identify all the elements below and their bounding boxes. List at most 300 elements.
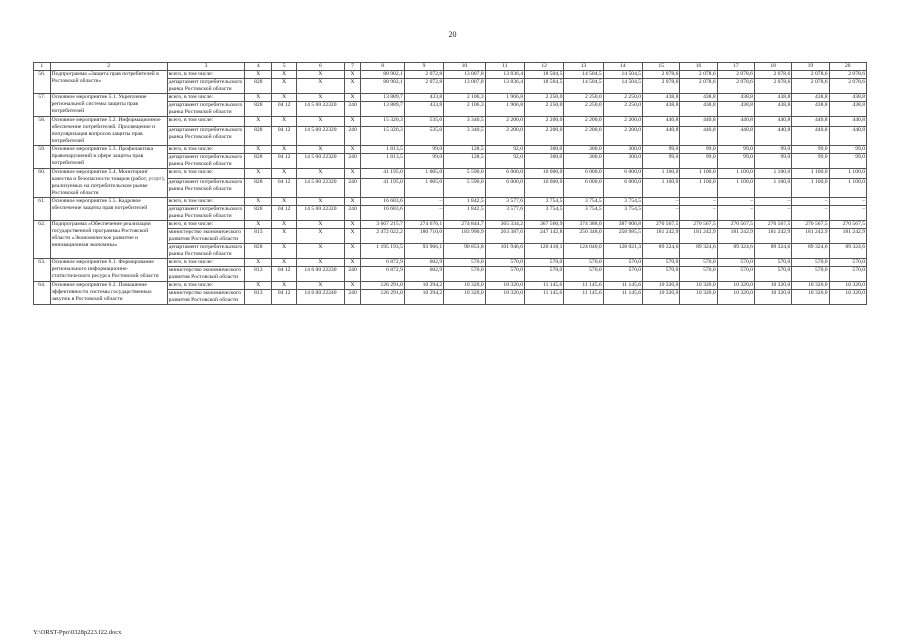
- grbs-code: 828: [245, 154, 272, 169]
- year-value: 14 504,5: [564, 71, 603, 79]
- year-value: 14 504,5: [603, 71, 642, 79]
- funding-source: департамент потребительского рынка Ростовской области: [167, 179, 245, 198]
- year-value: –: [829, 198, 866, 206]
- expense-type-code: X: [344, 146, 361, 154]
- year-value: 438,8: [680, 94, 717, 102]
- row-number: 62.: [34, 221, 51, 259]
- year-value: 99,0: [680, 154, 717, 169]
- year-value: 570,0: [754, 267, 791, 282]
- year-value: 11 145,6: [564, 282, 603, 290]
- funding-source: всего, в том числе:: [167, 71, 245, 79]
- year-value: 10 320,0: [717, 282, 754, 290]
- year-value: 274 844,7: [444, 221, 485, 229]
- year-value: 374 388,0: [564, 221, 603, 229]
- year-value: 10 320,0: [829, 290, 866, 305]
- year-value: 3 577,6: [485, 198, 524, 206]
- expense-type-code: X: [344, 221, 361, 229]
- year-value: 3 754,5: [525, 198, 564, 206]
- year-value: 2 078,6: [643, 79, 680, 94]
- year-value: 258 985,5: [603, 229, 642, 244]
- grbs-code: 813: [245, 290, 272, 305]
- total-value: 6 872,9: [361, 267, 405, 282]
- year-value: 247 142,8: [525, 229, 564, 244]
- grbs-code: X: [245, 169, 272, 179]
- year-value: –: [754, 206, 791, 221]
- section-code: 04 12: [272, 154, 297, 169]
- grbs-code: X: [245, 117, 272, 127]
- year-value: 92,0: [485, 146, 524, 154]
- total-value: 6 872,9: [361, 259, 405, 267]
- year-value: 387 006,8: [603, 221, 642, 229]
- year-value: 10 000,0: [525, 169, 564, 179]
- target-article-code: X: [297, 282, 345, 290]
- year-value: 183 990,9: [444, 229, 485, 244]
- funding-source: департамент потребительского рынка Ростовской области: [167, 79, 245, 94]
- year-value: 128,5: [444, 146, 485, 154]
- year-value: 11 145,6: [603, 282, 642, 290]
- funding-source: министерство экономического развития Ростовской области: [167, 229, 245, 244]
- year-value: 570,0: [444, 259, 485, 267]
- program-name: Основное мероприятие 5.1. Укрепление региональной системы защиты прав потребителей: [50, 94, 167, 117]
- year-value: 89 324,6: [792, 244, 829, 259]
- year-value: –: [680, 206, 717, 221]
- expense-type-code: 240: [344, 179, 361, 198]
- year-value: 92,0: [485, 154, 524, 169]
- target-article-code: X: [297, 117, 345, 127]
- col-header: 1: [34, 63, 51, 71]
- year-value: 1 842,5: [444, 206, 485, 221]
- table-row: [34, 282, 867, 290]
- column-number-row: [34, 63, 867, 71]
- year-value: 3 577,6: [485, 206, 524, 221]
- grbs-code: X: [245, 282, 272, 290]
- year-value: 570,0: [485, 267, 524, 282]
- year-value: 570,0: [603, 259, 642, 267]
- year-value: 2 078,6: [680, 71, 717, 79]
- year-value: 13 836,4: [485, 79, 524, 94]
- year-value: 3 754,5: [564, 198, 603, 206]
- year-value: 120 418,1: [525, 244, 564, 259]
- year-value: –: [792, 206, 829, 221]
- expense-type-code: 240: [344, 127, 361, 146]
- year-value: 181 242,9: [792, 229, 829, 244]
- year-value: –: [829, 206, 866, 221]
- year-value: 180 710,0: [404, 229, 443, 244]
- budget-table-wrapper: [33, 62, 867, 305]
- total-value: 126 291,0: [361, 282, 405, 290]
- year-value: 270 567,5: [680, 221, 717, 229]
- year-value: 438,8: [643, 94, 680, 102]
- col-header: 2: [50, 63, 167, 71]
- year-value: 99,0: [717, 146, 754, 154]
- section-code: X: [272, 244, 297, 259]
- year-value: 10 320,0: [485, 290, 524, 305]
- year-value: 6 000,0: [564, 179, 603, 198]
- year-value: 2 250,0: [525, 94, 564, 102]
- year-value: 101 946,6: [485, 244, 524, 259]
- target-article-code: 14 6 00 22230: [297, 267, 345, 282]
- grbs-code: 828: [245, 206, 272, 221]
- year-value: 6 000,0: [485, 179, 524, 198]
- year-value: 2 200,0: [485, 127, 524, 146]
- year-value: 440,8: [643, 127, 680, 146]
- year-value: 1 100,0: [717, 169, 754, 179]
- total-value: 88 902,1: [361, 71, 405, 79]
- year-value: 570,0: [525, 267, 564, 282]
- year-value: 10 320,0: [485, 282, 524, 290]
- year-value: 270 567,5: [792, 221, 829, 229]
- section-code: 04 12: [272, 102, 297, 117]
- year-value: 263 387,6: [485, 229, 524, 244]
- year-value: 270 567,5: [717, 221, 754, 229]
- year-value: 13 007,8: [444, 71, 485, 79]
- table-row: [34, 71, 867, 79]
- row-number: 64.: [34, 282, 51, 305]
- program-name: Основное мероприятие 6.1. Формирование регионального информационно-статистического ресурса Ростовской области: [50, 259, 167, 282]
- expense-type-code: 240: [344, 154, 361, 169]
- year-value: 440,8: [792, 117, 829, 127]
- year-value: 1 100,0: [643, 179, 680, 198]
- year-value: –: [717, 198, 754, 206]
- year-value: 1 100,0: [792, 169, 829, 179]
- year-value: 99,0: [717, 154, 754, 169]
- file-path-footer: Y:\ORST-Ppo\0328p223.f22.docx: [33, 629, 122, 636]
- year-value: 570,0: [717, 267, 754, 282]
- year-value: 2 200,0: [564, 117, 603, 127]
- year-value: 99,0: [404, 154, 443, 169]
- table-body: [34, 71, 867, 305]
- year-value: 300,0: [603, 146, 642, 154]
- grbs-code: X: [245, 259, 272, 267]
- total-value: 16 683,6: [361, 206, 405, 221]
- target-article-code: X: [297, 244, 345, 259]
- row-number: 63.: [34, 259, 51, 282]
- year-value: 99,0: [754, 146, 791, 154]
- col-header: 12: [525, 63, 564, 71]
- grbs-code: 813: [245, 229, 272, 244]
- grbs-code: 828: [245, 179, 272, 198]
- year-value: 440,8: [680, 127, 717, 146]
- year-value: 1 100,0: [792, 179, 829, 198]
- year-value: 93 966,1: [404, 244, 443, 259]
- year-value: 440,8: [717, 117, 754, 127]
- total-value: 16 683,6: [361, 198, 405, 206]
- year-value: 1 100,0: [717, 179, 754, 198]
- year-value: 99,0: [792, 146, 829, 154]
- year-value: 13 836,4: [485, 71, 524, 79]
- year-value: 10 320,0: [680, 282, 717, 290]
- year-value: 438,8: [717, 102, 754, 117]
- year-value: 2 078,6: [717, 79, 754, 94]
- table-row: [34, 221, 867, 229]
- year-value: 89 324,6: [717, 244, 754, 259]
- year-value: 602,9: [404, 267, 443, 282]
- grbs-code: X: [245, 71, 272, 79]
- row-number: 58.: [34, 117, 51, 146]
- year-value: 535,0: [404, 127, 443, 146]
- total-value: 1 195 193,5: [361, 244, 405, 259]
- expense-type-code: X: [344, 244, 361, 259]
- year-value: 440,8: [792, 127, 829, 146]
- year-value: 1 100,0: [680, 179, 717, 198]
- section-code: X: [272, 117, 297, 127]
- funding-source: департамент потребительского рынка Ростовской области: [167, 127, 245, 146]
- year-value: 570,0: [485, 259, 524, 267]
- col-header: 18: [754, 63, 791, 71]
- expense-type-code: X: [344, 94, 361, 102]
- col-header: 10: [444, 63, 485, 71]
- section-code: X: [272, 79, 297, 94]
- target-article-code: X: [297, 198, 345, 206]
- year-value: 2 106,3: [444, 102, 485, 117]
- funding-source: департамент потребительского рынка Ростовской области: [167, 154, 245, 169]
- section-code: 04 12: [272, 127, 297, 146]
- funding-source: всего, в том числе:: [167, 198, 245, 206]
- year-value: 438,8: [754, 94, 791, 102]
- year-value: 440,8: [754, 127, 791, 146]
- year-value: 2 200,0: [603, 117, 642, 127]
- col-header: 4: [245, 63, 272, 71]
- year-value: 570,0: [564, 259, 603, 267]
- year-value: 367 560,9: [525, 221, 564, 229]
- year-value: 1 100,0: [680, 169, 717, 179]
- year-value: 433,8: [404, 102, 443, 117]
- year-value: 570,0: [829, 259, 866, 267]
- year-value: 570,0: [792, 267, 829, 282]
- year-value: 2 250,0: [603, 94, 642, 102]
- target-article-code: X: [297, 169, 345, 179]
- year-value: 2 078,6: [680, 79, 717, 94]
- total-value: 13 889,7: [361, 102, 405, 117]
- year-value: 14 504,5: [603, 79, 642, 94]
- col-header: 15: [643, 63, 680, 71]
- expense-type-code: X: [344, 79, 361, 94]
- total-value: 41 195,0: [361, 169, 405, 179]
- target-article-code: X: [297, 259, 345, 267]
- funding-source: всего, в том числе:: [167, 94, 245, 102]
- year-value: 1 100,0: [643, 169, 680, 179]
- year-value: –: [643, 198, 680, 206]
- year-value: 2 078,6: [792, 71, 829, 79]
- section-code: 04 12: [272, 179, 297, 198]
- year-value: 1 005,0: [404, 169, 443, 179]
- table-row: [34, 94, 867, 102]
- col-header: 8: [361, 63, 405, 71]
- total-value: 15 320,3: [361, 127, 405, 146]
- year-value: 570,0: [680, 267, 717, 282]
- year-value: 300,0: [564, 154, 603, 169]
- year-value: 18 504,5: [525, 79, 564, 94]
- funding-source: департамент потребительского рынка Ростовской области: [167, 206, 245, 221]
- funding-source: всего, в том числе:: [167, 259, 245, 267]
- total-value: 2 472 022,2: [361, 229, 405, 244]
- grbs-code: 828: [245, 102, 272, 117]
- year-value: 181 242,9: [643, 229, 680, 244]
- target-article-code: 14 5 00 22320: [297, 154, 345, 169]
- section-code: X: [272, 259, 297, 267]
- year-value: 10 320,0: [792, 282, 829, 290]
- year-value: 440,8: [829, 117, 866, 127]
- year-value: 570,0: [525, 259, 564, 267]
- year-value: 2 078,6: [717, 71, 754, 79]
- year-value: 99,0: [643, 146, 680, 154]
- year-value: 3 340,5: [444, 127, 485, 146]
- year-value: 270 567,5: [643, 221, 680, 229]
- year-value: 438,8: [792, 102, 829, 117]
- year-value: 89 324,6: [754, 244, 791, 259]
- section-code: X: [272, 282, 297, 290]
- year-value: 3 754,5: [603, 198, 642, 206]
- year-value: 1 100,0: [754, 169, 791, 179]
- funding-source: министерство экономического развития Ростовской области: [167, 290, 245, 305]
- year-value: 11 145,6: [525, 282, 564, 290]
- year-value: 570,0: [603, 267, 642, 282]
- year-value: 11 145,6: [603, 290, 642, 305]
- year-value: 99,0: [404, 146, 443, 154]
- year-value: 5 590,0: [444, 179, 485, 198]
- year-value: 2 078,6: [792, 79, 829, 94]
- year-value: 2 250,0: [564, 94, 603, 102]
- year-value: 10 320,0: [444, 282, 485, 290]
- year-value: 2 106,3: [444, 94, 485, 102]
- total-value: 126 291,0: [361, 290, 405, 305]
- year-value: 10 320,0: [754, 290, 791, 305]
- year-value: 10 320,0: [717, 290, 754, 305]
- section-code: 04 12: [272, 290, 297, 305]
- year-value: 300,0: [564, 146, 603, 154]
- section-code: X: [272, 198, 297, 206]
- year-value: 365 334,2: [485, 221, 524, 229]
- year-value: 14 504,5: [564, 79, 603, 94]
- grbs-code: X: [245, 198, 272, 206]
- year-value: 250 348,0: [564, 229, 603, 244]
- year-value: 570,0: [680, 259, 717, 267]
- year-value: 181 242,9: [754, 229, 791, 244]
- section-code: X: [272, 146, 297, 154]
- year-value: 10 320,0: [792, 290, 829, 305]
- funding-source: департамент потребительского рынка Ростовской области: [167, 102, 245, 117]
- year-value: –: [754, 198, 791, 206]
- col-header: 11: [485, 63, 524, 71]
- target-article-code: X: [297, 71, 345, 79]
- year-value: 10 320,0: [643, 282, 680, 290]
- col-header: 17: [717, 63, 754, 71]
- expense-type-code: X: [344, 229, 361, 244]
- year-value: 2 200,0: [603, 127, 642, 146]
- target-article-code: 14 5 00 22320: [297, 102, 345, 117]
- year-value: 602,9: [404, 259, 443, 267]
- year-value: 438,8: [829, 94, 866, 102]
- year-value: 270 567,5: [754, 221, 791, 229]
- table-row: [34, 117, 867, 127]
- year-value: 433,8: [404, 94, 443, 102]
- year-value: 181 242,9: [717, 229, 754, 244]
- year-value: 99,0: [643, 154, 680, 169]
- year-value: 89 324,6: [643, 244, 680, 259]
- year-value: 3 754,5: [564, 206, 603, 221]
- program-name: Основное мероприятие 5.2. Информационное обеспечение потребителей. Просвещение и популяризация вопросов защиты прав потребителей: [50, 117, 167, 146]
- funding-source: департамент потребительского рынка Ростовской области: [167, 244, 245, 259]
- year-value: 438,8: [754, 102, 791, 117]
- budget-table: [33, 62, 867, 305]
- program-name: Основное мероприятие 5.5. Кадровое обеспечение защиты прав потребителей: [50, 198, 167, 221]
- year-value: 6 000,0: [564, 169, 603, 179]
- year-value: 438,8: [829, 102, 866, 117]
- year-value: 440,8: [829, 127, 866, 146]
- grbs-code: 828: [245, 244, 272, 259]
- section-code: X: [272, 221, 297, 229]
- year-value: 570,0: [643, 267, 680, 282]
- expense-type-code: 240: [344, 267, 361, 282]
- year-value: 6 000,0: [485, 169, 524, 179]
- target-article-code: 14 5 00 22320: [297, 127, 345, 146]
- page-number: 20: [448, 30, 457, 39]
- year-value: 1 966,8: [485, 94, 524, 102]
- col-header: 9: [404, 63, 443, 71]
- total-value: 1 813,5: [361, 146, 405, 154]
- year-value: 2 200,0: [525, 117, 564, 127]
- target-article-code: 14 6 00 22240: [297, 290, 345, 305]
- target-article-code: 14 5 00 22320: [297, 206, 345, 221]
- year-value: 570,0: [754, 259, 791, 267]
- funding-source: всего, в том числе:: [167, 221, 245, 229]
- total-value: 15 320,3: [361, 117, 405, 127]
- year-value: 124 040,0: [564, 244, 603, 259]
- year-value: 10 294,2: [404, 282, 443, 290]
- year-value: 89 324,6: [680, 244, 717, 259]
- target-article-code: X: [297, 79, 345, 94]
- year-value: 6 000,0: [603, 179, 642, 198]
- year-value: 570,0: [444, 267, 485, 282]
- col-header: 20: [829, 63, 866, 71]
- year-value: 181 242,9: [829, 229, 866, 244]
- year-value: 10 320,0: [643, 290, 680, 305]
- col-header: 19: [792, 63, 829, 71]
- year-value: 90 853,8: [444, 244, 485, 259]
- total-value: 88 902,1: [361, 79, 405, 94]
- year-value: 1 100,0: [829, 169, 866, 179]
- table-row: [34, 146, 867, 154]
- year-value: 5 590,0: [444, 169, 485, 179]
- funding-source: министерство экономического развития Ростовской области: [167, 267, 245, 282]
- year-value: 2 078,6: [754, 79, 791, 94]
- row-number: 61.: [34, 198, 51, 221]
- year-value: 274 676,1: [404, 221, 443, 229]
- year-value: 2 200,0: [485, 117, 524, 127]
- year-value: 2 072,8: [404, 71, 443, 79]
- section-code: X: [272, 229, 297, 244]
- year-value: 181 242,9: [680, 229, 717, 244]
- table-row: [34, 259, 867, 267]
- grbs-code: 813: [245, 267, 272, 282]
- year-value: 3 754,5: [603, 206, 642, 221]
- funding-source: всего, в том числе:: [167, 282, 245, 290]
- expense-type-code: X: [344, 282, 361, 290]
- year-value: 570,0: [717, 259, 754, 267]
- year-value: 6 000,0: [603, 169, 642, 179]
- table-row: [34, 198, 867, 206]
- year-value: –: [792, 198, 829, 206]
- year-value: 11 145,6: [564, 290, 603, 305]
- year-value: 535,0: [404, 117, 443, 127]
- funding-source: всего, в том числе:: [167, 117, 245, 127]
- year-value: 99,0: [829, 154, 866, 169]
- year-value: 10 320,0: [444, 290, 485, 305]
- year-value: 1 842,5: [444, 198, 485, 206]
- year-value: 570,0: [829, 267, 866, 282]
- expense-type-code: X: [344, 259, 361, 267]
- program-name: Основное мероприятие 6.2. Повышение эффективности системы государственных закупок в Ростовской области: [50, 282, 167, 305]
